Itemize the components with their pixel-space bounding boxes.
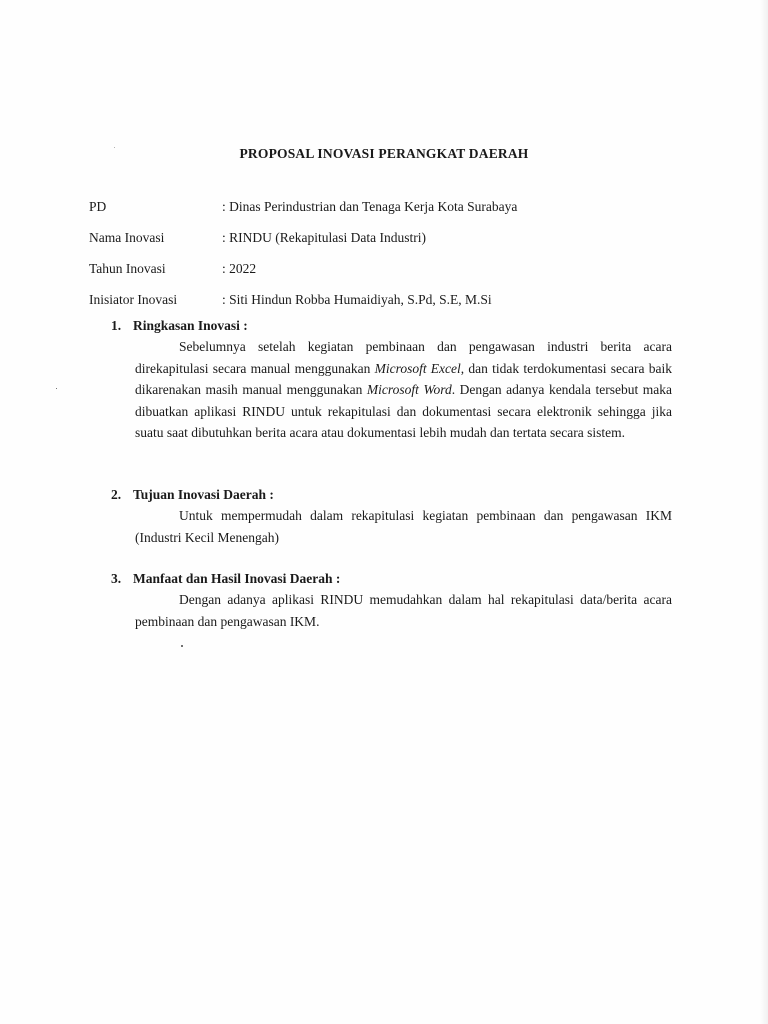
- meta-label: PD: [89, 199, 107, 214]
- section-body-manfaat: Dengan adanya aplikasi RINDU memudahkan dalam hal rekapitulasi data/berita acara pembinaan dan pengawasan IKM.: [135, 592, 672, 629]
- section-number: 1.: [111, 318, 122, 333]
- section-body-tujuan: Untuk mempermudah dalam rekapitulasi kegiatan pembinaan dan pengawasan IKM (Industri Kecil Menengah): [135, 508, 672, 545]
- body-italic-text: Microsoft Word: [366, 382, 452, 397]
- body-text: Sebelumnya setelah kegiatan pembinaan dan pengawasan industri berita acara direkapitulasi secara manual menggunakan: [135, 339, 672, 376]
- section-number: 2.: [111, 487, 122, 502]
- meta-value: : Dinas Perindustrian dan Tenaga Kerja Kota Surabaya: [222, 199, 518, 214]
- section-body-ringkasan: [135, 336, 672, 444]
- section-number: 3.: [111, 571, 122, 586]
- body-text: , dan tidak terdokumentasi secara baik dikarenakan masih manual menggunakan: [135, 360, 672, 397]
- section-heading-ringkasan: [111, 318, 248, 334]
- document-title: PROPOSAL INOVASI PERANGKAT DAERAH: [239, 146, 529, 161]
- meta-value: : RINDU (Rekapitulasi Data Industri): [222, 230, 426, 245]
- meta-label: Inisiator Inovasi: [89, 292, 178, 307]
- section-title: Ringkasan Inovasi :: [133, 318, 248, 333]
- meta-label: Tahun Inovasi: [89, 261, 166, 276]
- scan-speck: [181, 645, 183, 647]
- scan-speck: [56, 388, 57, 389]
- body-italic-text: Microsoft Excel: [374, 360, 461, 376]
- scan-speck: [114, 147, 115, 148]
- body-text: . Dengan adanya kendala tersebut maka dibuatkan aplikasi RINDU untuk rekapitulasi dan dokumentasi secara elektronik sehingga jika suatu saat dibutuhkan berita acara atau dokumentasi lebih mudah dan tertata secara sistem.: [135, 382, 672, 440]
- meta-label: Nama Inovasi: [89, 230, 165, 245]
- section-heading-tujuan: [111, 487, 274, 503]
- meta-value: : Siti Hindun Robba Humaidiyah, S.Pd, S.E, M.Si: [222, 292, 492, 307]
- section-title: Tujuan Inovasi Daerah :: [133, 487, 274, 502]
- section-heading-manfaat: [111, 571, 340, 587]
- meta-value: : 2022: [222, 261, 257, 276]
- section-title: Manfaat dan Hasil Inovasi Daerah :: [133, 571, 341, 586]
